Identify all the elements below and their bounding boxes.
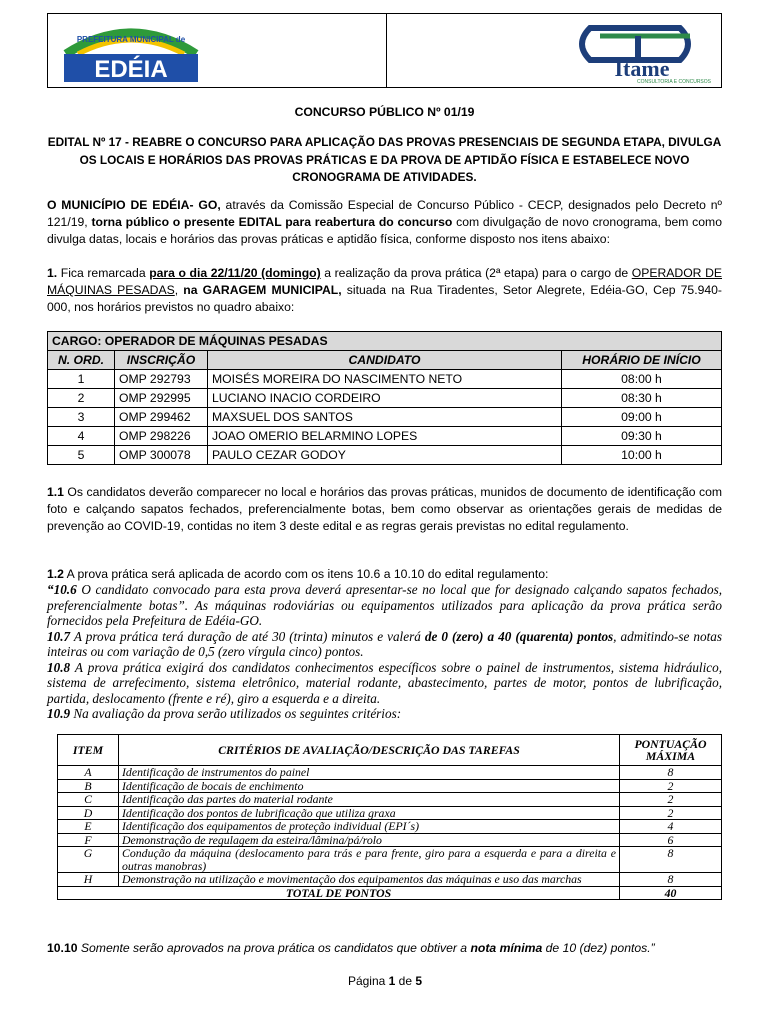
item-1-1-number: 1.1 [47, 485, 64, 499]
cell: Identificação de instrumentos do painel [119, 766, 620, 780]
quote-10-7 [47, 629, 722, 660]
quote-10-6 [47, 582, 722, 629]
edeia-logo [56, 20, 206, 84]
item-1-text: a realização da prova prática (2ª etapa) para o cargo de [320, 266, 632, 280]
logo-itame-text: Itame [614, 56, 670, 81]
table-row [58, 833, 722, 847]
table-row [48, 370, 722, 389]
schedule-header-row [48, 351, 722, 370]
quote-text: A prova prática exigirá dos candidatos conhecimentos específicos sobre o painel de instrumentos, sistema hidráulico, sistema de arrefecimento, sistema eletrônico, material rodante, abastecimento, partes de motor, pontos de lubrificação, partida, deslocamento (frente e ré), giro a esquerda e a direita. [47, 659, 722, 706]
cell: OMP 292995 [115, 389, 208, 408]
cell: 5 [48, 446, 115, 465]
schedule-header: N. ORD. [48, 351, 115, 370]
edital-title-line: CRONOGRAMA DE ATIVIDADES. [292, 170, 477, 184]
table-row [58, 766, 722, 780]
cell: OMP 298226 [115, 427, 208, 446]
intro-paragraph [47, 197, 722, 248]
logo-itame-sub: CONSULTORIA E CONCURSOS [637, 79, 711, 84]
logo-main-text: EDÉIA [94, 56, 168, 83]
footer-text: de [395, 974, 416, 988]
item-1-text: Fica remarcada [57, 266, 150, 280]
table-row [48, 427, 722, 446]
cell: 2 [48, 389, 115, 408]
cell: OMP 292793 [115, 370, 208, 389]
cell: MOISÉS MOREIRA DO NASCIMENTO NETO [208, 370, 562, 389]
schedule-header: CANDIDATO [208, 351, 562, 370]
quote-number: “10.6 [47, 582, 77, 597]
quote-number: 10.9 [47, 706, 71, 721]
quote-number: 10.7 [47, 628, 71, 644]
cell: H [58, 873, 119, 887]
cell: 8 [620, 873, 722, 887]
item-1-local: na GARAGEM MUNICIPAL, [183, 283, 342, 297]
quote-bold: de 0 (zero) a 40 (quarenta) pontos [424, 628, 614, 644]
edital-title-line: OS LOCAIS E HORÁRIOS DAS PROVAS PRÁTICAS E DA PROVA DE APTIDÃO FÍSICA E ESTABELECE NOVO [79, 152, 690, 167]
cell: B [58, 779, 119, 793]
item-10-10-number: 10.10 [47, 941, 78, 955]
criteria-header: ITEM [58, 735, 119, 766]
intro-bold-1: O MUNICÍPIO DE EDÉIA- GO, [47, 198, 221, 212]
edital-title-line: EDITAL Nº 17 - REABRE O CONCURSO PARA APLICAÇÃO DAS PROVAS PRESENCIAIS DE SEGUNDA ETAPA, DIVULGA [47, 135, 722, 149]
item-1-text: situada na Rua Tiradentes, Setor Alegrete, Edéia-GO, Cep 75.940-000, nos horários previstos no quadro abaixo: [47, 283, 722, 314]
quote-text: , admitindo-se notas inteiras ou com variação de 0,5 (zero vírgula cinco) pontos. [47, 628, 722, 659]
cell: G [58, 847, 119, 873]
quote-10-8 [47, 660, 722, 707]
header-divider [386, 14, 387, 87]
table-row [48, 446, 722, 465]
cell: Condução da máquina (deslocamento para trás e para frente, giro para a esquerda e para a direita e outras manobras) [119, 847, 620, 873]
cell: OMP 299462 [115, 408, 208, 427]
schedule-header: INSCRIÇÃO [115, 351, 208, 370]
footer-page-total: 5 [415, 974, 423, 988]
cell: 8 [620, 847, 722, 873]
contest-title: CONCURSO PÚBLICO Nº 01/19 [294, 105, 475, 119]
item-1-2-text: A prova prática será aplicada de acordo com os itens 10.6 a 10.10 do edital regulamento: [63, 567, 549, 581]
table-row [58, 820, 722, 834]
quote-text: O candidato convocado para esta prova deverá apresentar-se no local que for designado calçando sapatos fechados, preferencialmente botas”. As máquinas rodoviárias ou equipamentos utilizados para aplicação da prova prática serão fornecidos pela Prefeitura de Edéia-GO. [47, 582, 722, 628]
logo-arc-text: PREFEITURA MUNICIPAL de [76, 35, 186, 44]
intro-bold-2: torna público o presente EDITAL para reabertura do concurso [91, 215, 453, 229]
cell: 6 [620, 833, 722, 847]
intro-text-2: com divulgação de novo cronograma, bem como divulga datas, locais e horários das provas práticas e aptidão física, conforme disposto nos itens abaixo: [47, 215, 722, 246]
item-1-2-paragraph [47, 566, 722, 583]
cell: 3 [48, 408, 115, 427]
cell: C [58, 793, 119, 807]
cell: 4 [48, 427, 115, 446]
criteria-header: CRITÉRIOS DE AVALIAÇÃO/DESCRIÇÃO DAS TAREFAS [119, 735, 620, 766]
cell: 10:00 h [562, 446, 722, 465]
cell: 1 [48, 370, 115, 389]
item-1-paragraph [47, 265, 722, 316]
footer-page-number: 1 [388, 974, 396, 988]
criteria-total-row [58, 886, 722, 900]
cell: 09:30 h [562, 427, 722, 446]
cell: 2 [620, 793, 722, 807]
item-1-1-paragraph [47, 484, 722, 535]
cell: OMP 300078 [115, 446, 208, 465]
quote-10-9 [47, 706, 722, 722]
cell: Identificação dos pontos de lubrificação que utiliza graxa [119, 806, 620, 820]
cell: LUCIANO INACIO CORDEIRO [208, 389, 562, 408]
item-10-10-paragraph [47, 940, 722, 957]
quote-text: A prova prática terá duração de até 30 (trinta) minutos e valerá [70, 628, 425, 644]
item-10-10-text: de 10 (dez) pontos.” [542, 941, 655, 955]
cell: A [58, 766, 119, 780]
cell: F [58, 833, 119, 847]
item-1-text: , [174, 283, 184, 297]
quote-number: 10.8 [47, 659, 71, 675]
cell: JOAO OMERIO BELARMINO LOPES [208, 427, 562, 446]
schedule-cargo-row [48, 332, 722, 351]
criteria-total-label: TOTAL DE PONTOS [58, 886, 620, 900]
criteria-header: PONTUAÇÃO MÁXIMA [620, 735, 722, 766]
cell: Demonstração na utilização e movimentação dos equipamentos das máquinas e uso das marchas [119, 873, 620, 887]
cell: D [58, 806, 119, 820]
cell: E [58, 820, 119, 834]
cell: 4 [620, 820, 722, 834]
item-1-number: 1. [47, 266, 58, 280]
cell: 2 [620, 779, 722, 793]
table-row [48, 389, 722, 408]
table-row [58, 793, 722, 807]
item-1-date: para o dia 22/11/20 (domingo) [149, 266, 321, 280]
table-row [58, 779, 722, 793]
criteria-header-row [58, 735, 722, 766]
table-row [58, 847, 722, 873]
cell: Identificação de bocais de enchimento [119, 779, 620, 793]
schedule-cargo-label: CARGO: OPERADOR DE MÁQUINAS PESADAS [48, 332, 722, 351]
footer-text: Página [347, 974, 389, 988]
cell: 2 [620, 806, 722, 820]
schedule-header: HORÁRIO DE INÍCIO [562, 351, 722, 370]
cell: MAXSUEL DOS SANTOS [208, 408, 562, 427]
cell: 8 [620, 766, 722, 780]
quote-text: Na avaliação da prova serão utilizados os seguintes critérios: [70, 706, 402, 721]
table-row [58, 873, 722, 887]
schedule-table [47, 331, 722, 465]
criteria-total-value: 40 [620, 886, 722, 900]
cell: 08:30 h [562, 389, 722, 408]
cell: PAULO CEZAR GODOY [208, 446, 562, 465]
criteria-table [57, 734, 722, 900]
item-10-10-text: Somente serão aprovados na prova prática os candidatos que obtiver a [77, 941, 471, 955]
table-row [58, 806, 722, 820]
cell: 09:00 h [562, 408, 722, 427]
item-1-cargo: OPERADOR DE MÁQUINAS PESADAS [47, 266, 722, 297]
cell: Identificação das partes do material rodante [119, 793, 620, 807]
edital-title [47, 134, 722, 187]
item-1-1-text: Os candidatos deverão comparecer no local e horários das provas práticas, munidos de documento de identificação com foto e calçando sapatos fechados, preferencialmente botas, bem como observar as orientações gerais de medidas de prevenção ao COVID-19, contidas no item 3 deste edital e as regras gerais previstas no edital regulamento. [47, 485, 722, 533]
item-1-2-number: 1.2 [47, 567, 64, 581]
page-footer [0, 974, 770, 988]
table-row [48, 408, 722, 427]
quote-block [47, 582, 722, 722]
header-box [47, 13, 722, 88]
item-10-10-bold: nota mínima [470, 941, 543, 955]
cell: Demonstração de regulagem da esteira/lâmina/pá/rolo [119, 833, 620, 847]
itame-logo [570, 20, 715, 84]
cell: 08:00 h [562, 370, 722, 389]
cell: Identificação dos equipamentos de proteção individual (EPI´s) [119, 820, 620, 834]
intro-text-1: através da Comissão Especial de Concurso Público - CECP, designados pelo Decreto nº 121/19, [47, 198, 723, 229]
